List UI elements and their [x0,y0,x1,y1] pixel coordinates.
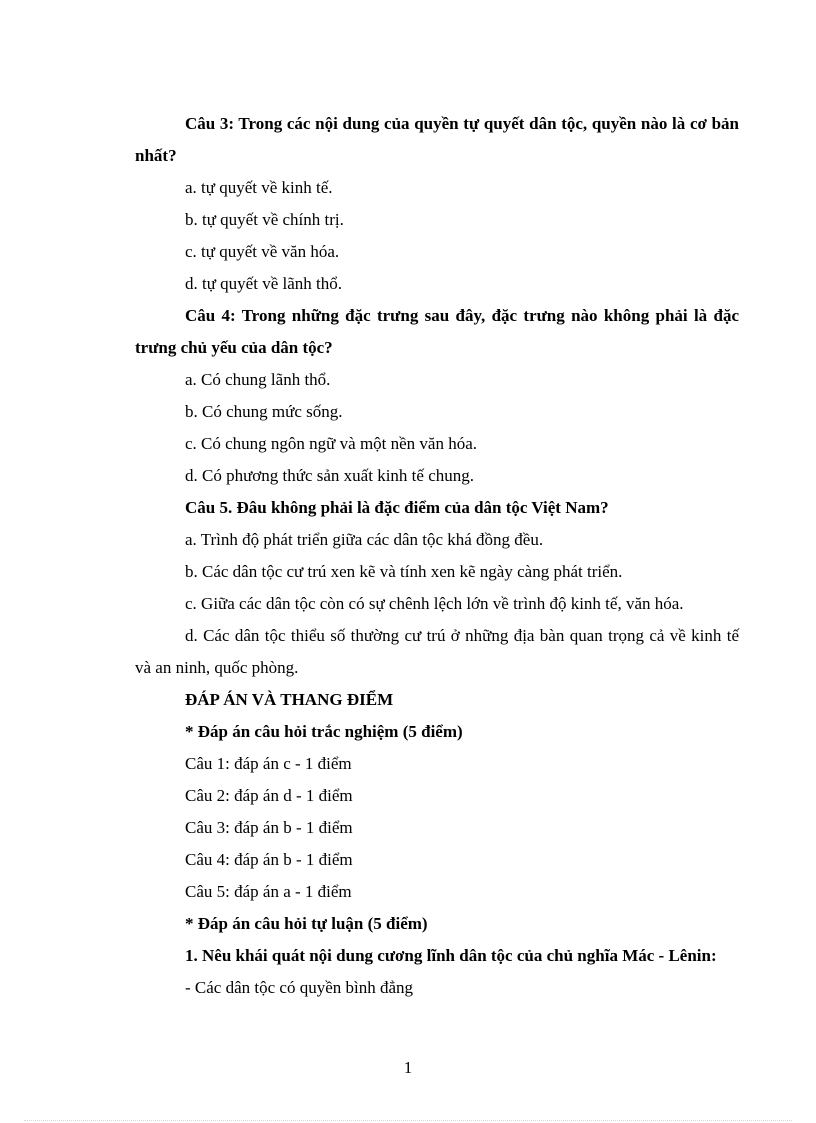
mc-answer-4: Câu 4: đáp án b - 1 điểm [185,850,353,869]
document-content [135,108,739,1004]
question-4-option-b: b. Có chung mức sống. [185,402,343,421]
page-bottom-divider [24,1120,792,1121]
answers-title: ĐÁP ÁN VÀ THANG ĐIỂM [185,690,394,709]
question-5-option-a: a. Trình độ phát triển giữa các dân tộc khá đồng đều. [185,530,544,549]
question-3-option-a: a. tự quyết về kinh tế. [185,178,333,197]
question-4-option-d: d. Có phương thức sản xuất kinh tế chung. [185,466,474,485]
question-5-option-d: d. Các dân tộc thiểu số thường cư trú ở những địa bàn quan trọng cả về kinh tế và an ninh, quốc phòng. [135,626,739,677]
essay-point-1: - Các dân tộc có quyền bình đẳng [185,978,414,997]
page-number: 1 [403,1058,413,1077]
mc-answer-5: Câu 5: đáp án a - 1 điểm [185,882,352,901]
question-4-option-c: c. Có chung ngôn ngữ và một nền văn hóa. [185,434,478,453]
question-3-heading: Câu 3: Trong các nội dung của quyền tự quyết dân tộc, quyền nào là cơ bản nhất? [135,114,739,165]
mc-answer-1: Câu 1: đáp án c - 1 điểm [185,754,352,773]
mc-answer-3: Câu 3: đáp án b - 1 điểm [185,818,353,837]
mc-answers-heading: * Đáp án câu hỏi trắc nghiệm (5 điểm) [185,722,463,741]
question-5-option-b: b. Các dân tộc cư trú xen kẽ và tính xen kẽ ngày càng phát triển. [185,562,623,581]
question-3-option-d: d. tự quyết về lãnh thổ. [185,274,342,293]
question-4-option-a: a. Có chung lãnh thổ. [185,370,331,389]
question-3-option-b: b. tự quyết về chính trị. [185,210,344,229]
question-3-option-c: c. tự quyết về văn hóa. [185,242,340,261]
question-5-option-c: c. Giữa các dân tộc còn có sự chênh lệch lớn về trình độ kinh tế, văn hóa. [185,594,684,613]
question-5-heading: Câu 5. Đâu không phải là đặc điểm của dân tộc Việt Nam? [185,498,609,517]
mc-answer-2: Câu 2: đáp án d - 1 điểm [185,786,353,805]
essay-answers-heading: * Đáp án câu hỏi tự luận (5 điểm) [185,914,428,933]
question-4-heading: Câu 4: Trong những đặc trưng sau đây, đặc trưng nào không phải là đặc trưng chủ yếu của dân tộc? [135,306,739,357]
essay-subheading: 1. Nêu khái quát nội dung cương lĩnh dân tộc của chủ nghĩa Mác - Lênin: [185,946,717,965]
